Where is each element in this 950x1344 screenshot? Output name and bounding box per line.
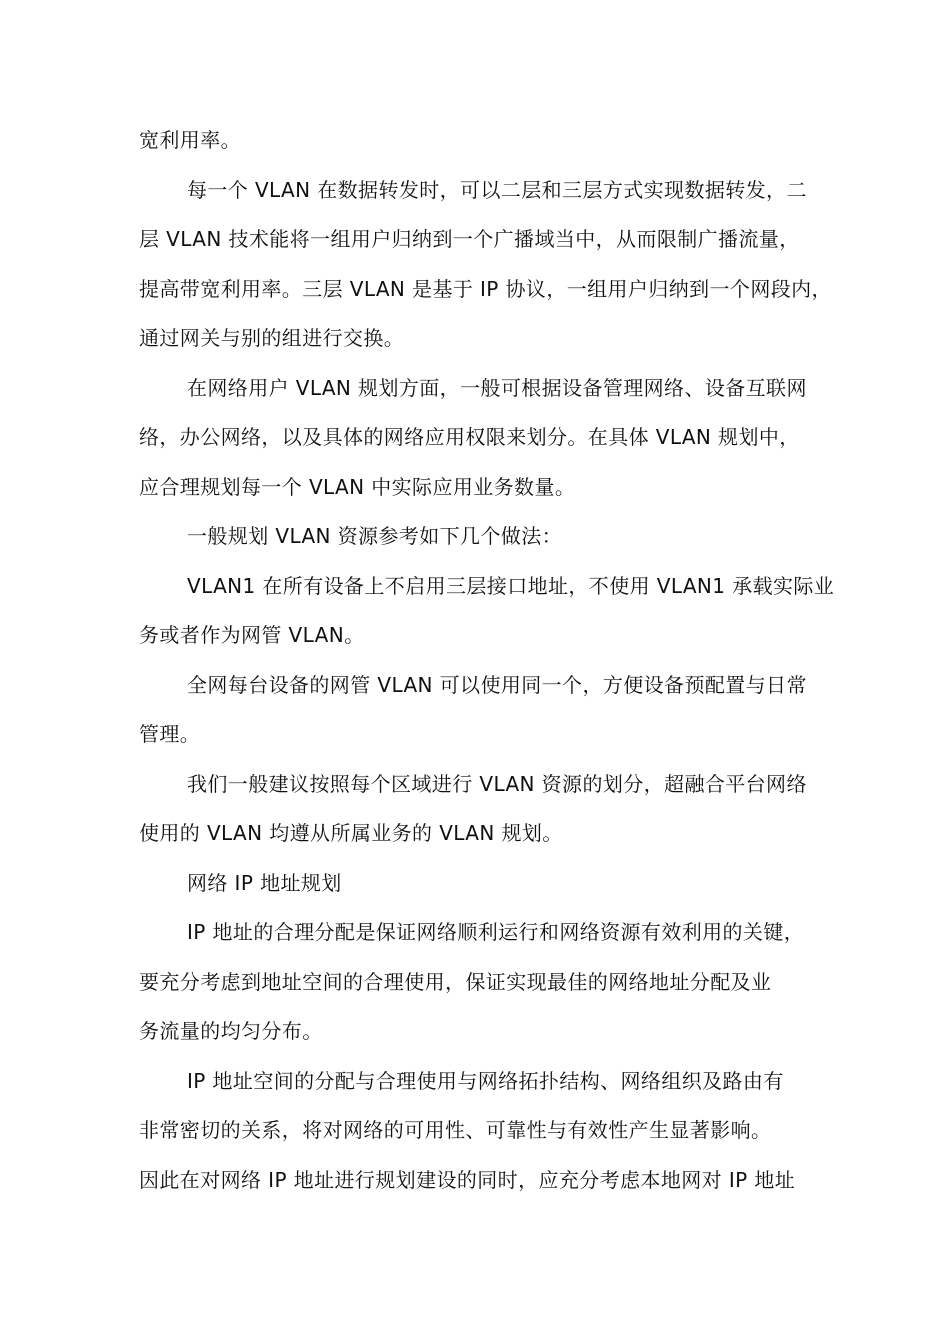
text-line: 层 VLAN 技术能将一组用户归纳到一个广播域当中，从而限制广播流量， bbox=[139, 227, 800, 251]
text-line: IP 地址的合理分配是保证网络顺利运行和网络资源有效利用的关键， bbox=[187, 920, 805, 944]
text-line: IP 地址空间的分配与合理使用与网络拓扑结构、网络组织及路由有 bbox=[187, 1069, 784, 1093]
text-line: 宽利用率。 bbox=[139, 128, 241, 152]
text-line: 一般规划 VLAN 资源参考如下几个做法： bbox=[187, 524, 563, 548]
section-heading: 网络 IP 地址规划 bbox=[187, 871, 342, 895]
text-line: 每一个 VLAN 在数据转发时，可以二层和三层方式实现数据转发，二 bbox=[187, 178, 807, 202]
text-line: 在网络用户 VLAN 规划方面，一般可根据设备管理网络、设备互联网 bbox=[187, 376, 807, 400]
text-line: 使用的 VLAN 均遵从所属业务的 VLAN 规划。 bbox=[139, 821, 563, 845]
text-line: 管理。 bbox=[139, 722, 201, 746]
text-line: 应合理规划每一个 VLAN 中实际应用业务数量。 bbox=[139, 475, 576, 499]
text-line: 因此在对网络 IP 地址进行规划建设的同时，应充分考虑本地网对 IP 地址 bbox=[139, 1168, 796, 1192]
text-line: 务流量的均匀分布。 bbox=[139, 1019, 323, 1043]
text-line: 我们一般建议按照每个区域进行 VLAN 资源的划分，超融合平台网络 bbox=[187, 772, 807, 796]
text-line: 提高带宽利用率。三层 VLAN 是基于 IP 协议，一组用户归纳到一个网段内， bbox=[139, 277, 832, 301]
text-line: 络，办公网络，以及具体的网络应用权限来划分。在具体 VLAN 规划中， bbox=[139, 425, 800, 449]
text-line: 要充分考虑到地址空间的合理使用，保证实现最佳的网络地址分配及业 bbox=[139, 970, 772, 994]
text-line: 非常密切的关系，将对网络的可用性、可靠性与有效性产生显著影响。 bbox=[139, 1118, 772, 1142]
text-line: 务或者作为网管 VLAN。 bbox=[139, 623, 365, 647]
text-line: 通过网关与别的组进行交换。 bbox=[139, 326, 405, 350]
text-line: 全网每台设备的网管 VLAN 可以使用同一个，方便设备预配置与日常 bbox=[187, 673, 807, 697]
text-line: VLAN1 在所有设备上不启用三层接口地址，不使用 VLAN1 承载实际业 bbox=[187, 574, 835, 598]
